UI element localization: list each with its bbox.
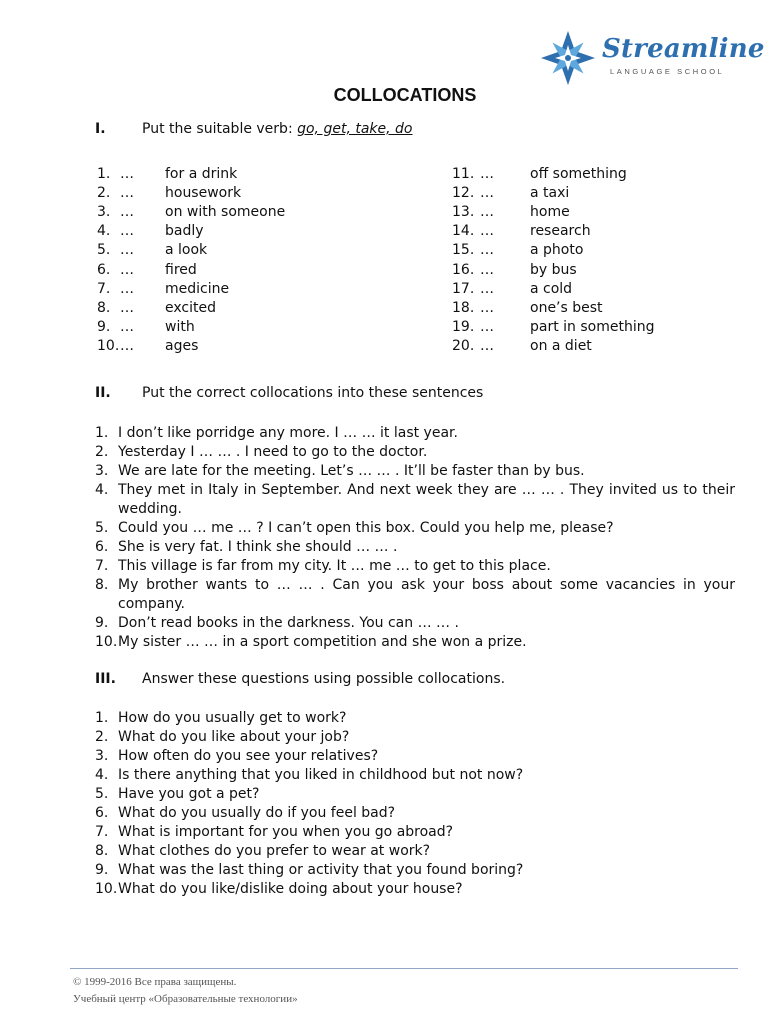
item-number: 4. [97,223,111,240]
item-number: 10. [95,881,118,897]
sentence-text: We are late for the meeting. Let’s … … . It’ll be faster than by bus. [118,463,585,479]
blank-placeholder: … [120,299,134,316]
question-text: What is important for you when you go abroad? [118,824,454,840]
blank-placeholder: … [120,185,134,202]
question-item [95,709,735,728]
section-2-number: II. [95,385,111,401]
question-item [95,747,735,766]
item-number: 6. [95,539,109,555]
sentence-item [95,519,735,538]
collocation-phrase: one’s best [530,299,603,316]
item-number: 2. [95,729,109,745]
logo [540,30,765,86]
item-number: 19. [452,318,475,335]
collocation-phrase: with [165,318,195,335]
question-text: How often do you see your relatives? [118,748,379,764]
item-number: 10. [95,634,118,650]
sentence-item [95,633,735,652]
collocation-phrase: medicine [165,280,230,297]
item-number: 13. [452,204,475,221]
sentence-text: They met in Italy in September. And next week they are … … . They invited us to their wedding. [118,482,735,517]
blank-placeholder: … [480,166,494,182]
collocation-phrase: research [530,223,591,240]
logo-tagline: LANGUAGE SCHOOL [610,67,725,76]
question-item [95,861,735,880]
blank-placeholder: … [120,223,134,240]
sentence-text: I don’t like porridge any more. I … … it last year. [118,425,458,441]
blank-placeholder: … [120,318,134,335]
item-number: 1. [95,710,109,726]
item-number: 14. [452,223,475,240]
question-item [95,880,735,899]
item-number: 2. [95,444,109,460]
item-number: 3. [95,748,109,764]
item-number: 9. [97,318,111,335]
item-number: 2. [97,185,111,202]
item-number: 16. [452,261,475,278]
question-text: How do you usually get to work? [118,710,347,726]
item-number: 3. [97,204,111,221]
collocation-phrase: on a diet [530,337,592,354]
question-item [95,728,735,747]
collocation-phrase: for a drink [165,166,238,182]
section-1-title: Put the suitable verb: [142,121,298,137]
item-number: 15. [452,242,475,259]
sentence-item [95,443,735,462]
collocation-phrase: home [530,204,570,221]
collocation-phrase: a look [165,242,208,259]
question-item [95,804,735,823]
blank-placeholder: … [480,280,494,297]
collocation-phrase: fired [165,261,197,278]
blank-placeholder: … [120,204,134,221]
section-3-title: Answer these questions using possible collocations. [142,671,506,687]
collocation-phrase: a taxi [530,185,570,202]
collocation-phrase: a photo [530,242,584,259]
sentence-item [95,614,735,633]
sentence-item [95,481,735,519]
item-number: 8. [95,577,109,593]
section-3-number: III. [95,671,116,687]
footer-divider [70,968,738,969]
collocation-phrase: badly [165,223,204,240]
item-number: 8. [97,299,111,316]
sentence-text: My sister … … in a sport competition and she won a prize. [118,634,527,650]
collocation-phrase: by bus [530,261,577,278]
sentence-item [95,424,735,443]
sentence-text: She is very fat. I think she should … … . [118,539,398,555]
question-text: What do you like about your job? [118,729,350,745]
item-number: 10. [97,337,120,354]
item-number: 5. [97,242,111,259]
sentence-item [95,576,735,614]
page-title: COLLOCATIONS [333,85,477,105]
sentence-text: Don’t read books in the darkness. You can … … . [118,615,459,631]
item-number: 20. [452,337,475,354]
item-number: 1. [95,425,109,441]
item-number: 1. [97,166,111,182]
item-number: 17. [452,280,475,297]
blank-placeholder: … [480,299,494,316]
footer-organization: Учебный центр «Образовательные технологии» [73,993,298,1005]
item-number: 18. [452,299,475,316]
blank-placeholder: … [480,337,494,354]
question-item [95,766,735,785]
section-2-title: Put the correct collocations into these sentences [142,385,484,401]
logo-wordmark: Streamline [602,34,765,64]
question-text: What clothes do you prefer to wear at work? [118,843,431,859]
snowflake-star-icon [540,30,596,86]
sentence-item [95,557,735,576]
question-text: What was the last thing or activity that you found boring? [118,862,524,878]
footer-copyright: © 1999-2016 Все права защищены. [73,976,237,988]
item-number: 8. [95,843,109,859]
item-number: 9. [95,615,109,631]
item-number: 12. [452,185,475,202]
blank-placeholder: … [120,242,134,259]
sentence-text: This village is far from my city. It … me … to get to this place. [118,558,551,574]
item-number: 4. [95,767,109,783]
collocation-phrase: ages [165,337,199,354]
item-number: 3. [95,463,109,479]
sentence-text: Could you … me … ? I can’t open this box. Could you help me, please? [118,520,614,536]
blank-placeholder: … [480,261,494,278]
collocation-phrase: on with someone [165,204,286,221]
collocation-phrase: housework [165,185,242,202]
blank-placeholder: … [120,280,134,297]
blank-placeholder: … [120,166,134,182]
blank-placeholder: … [120,337,134,354]
item-number: 11. [452,166,475,182]
item-number: 7. [97,280,111,297]
item-number: 6. [97,261,111,278]
item-number: 7. [95,558,109,574]
collocation-phrase: off something [530,166,627,182]
question-item [95,842,735,861]
blank-placeholder: … [480,185,494,202]
question-text: What do you like/dislike doing about your house? [118,881,463,897]
question-text: What do you usually do if you feel bad? [118,805,396,821]
item-number: 7. [95,824,109,840]
collocation-phrase: part in something [530,318,655,335]
item-number: 5. [95,520,109,536]
question-item [95,785,735,804]
sentence-text: My brother wants to … … . Can you ask your boss about some vacancies in your company. [118,577,735,612]
section-1-verbs: go, get, take, do [297,121,413,137]
collocation-phrase: a cold [530,280,573,297]
question-text: Is there anything that you liked in childhood but not now? [118,767,524,783]
sentence-text: Yesterday I … … . I need to go to the doctor. [118,444,428,460]
blank-placeholder: … [480,204,494,221]
item-number: 4. [95,482,109,498]
section-1-number: I. [95,121,106,137]
blank-placeholder: … [480,318,494,335]
item-number: 5. [95,786,109,802]
item-number: 9. [95,862,109,878]
blank-placeholder: … [120,261,134,278]
sentence-item [95,462,735,481]
question-item [95,823,735,842]
sentence-item [95,538,735,557]
item-number: 6. [95,805,109,821]
collocation-phrase: excited [165,299,216,316]
question-text: Have you got a pet? [118,786,260,802]
blank-placeholder: … [480,223,494,240]
blank-placeholder: … [480,242,494,259]
